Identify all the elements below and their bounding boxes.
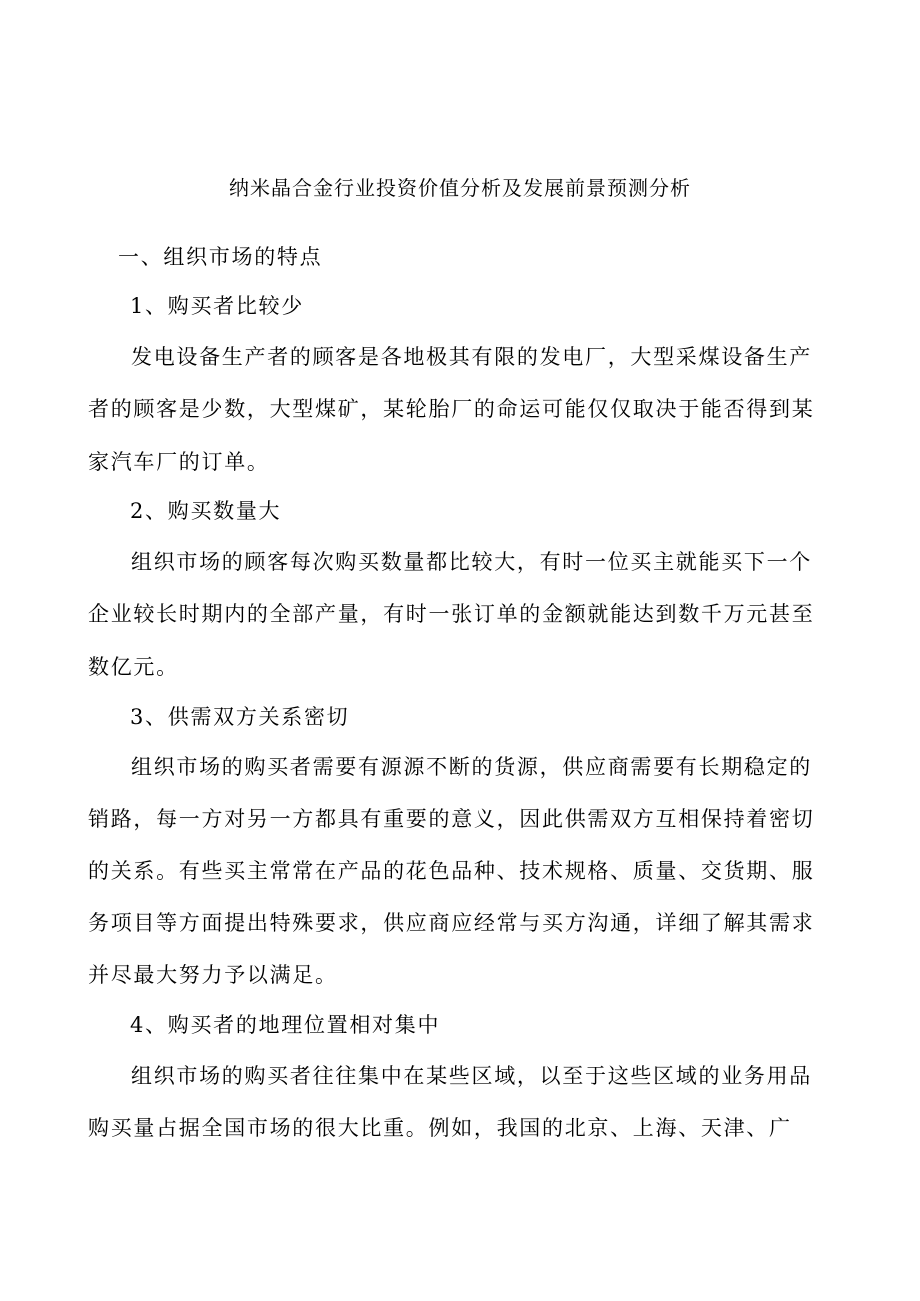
item-1-heading: 1、购买者比较少: [130, 294, 304, 318]
document-title: 纳米晶合金行业投资价值分析及发展前景预测分析: [229, 176, 691, 200]
section-heading: 一、组织市场的特点: [118, 245, 323, 269]
item-2-paragraph-line-1: 组织市场的顾客每次购买数量都比较大，有时一位买主就能买下一个: [131, 550, 812, 574]
item-2-paragraph-line-3: 数亿元。: [88, 655, 179, 679]
item-3-heading: 3、供需双方关系密切: [130, 705, 350, 729]
item-2-paragraph-line-2: 企业较长时期内的全部产量，有时一张订单的金额就能达到数千万元甚至: [88, 602, 815, 626]
item-4-heading: 4、购买者的地理位置相对集中: [130, 1013, 441, 1037]
item-1-paragraph-line-2: 者的顾客是少数，大型煤矿，某轮胎厂的命运可能仅仅取决于能否得到某: [88, 397, 815, 421]
item-1-paragraph-line-1: 发电设备生产者的顾客是各地极其有限的发电厂，大型采煤设备生产: [131, 345, 812, 369]
item-3-paragraph-line-3: 的关系。有些买主常常在产品的花色品种、技术规格、质量、交货期、服: [88, 859, 815, 883]
item-2-heading: 2、购买数量大: [130, 499, 282, 523]
item-3-paragraph-line-4: 务项目等方面提出特殊要求，供应商应经常与买方沟通，详细了解其需求: [88, 911, 815, 935]
item-4-paragraph-line-2: 购买量占据全国市场的很大比重。例如，我国的北京、上海、天津、广: [88, 1116, 792, 1140]
item-3-paragraph-line-2: 销路，每一方对另一方都具有重要的意义，因此供需双方互相保持着密切: [88, 807, 815, 831]
item-3-paragraph-line-1: 组织市场的购买者需要有源源不断的货源，供应商需要有长期稳定的: [131, 755, 812, 779]
item-3-paragraph-line-5: 并尽最大努力予以满足。: [88, 963, 338, 987]
item-4-paragraph-line-1: 组织市场的购买者往往集中在某些区域，以至于这些区域的业务用品: [131, 1064, 812, 1088]
item-1-paragraph-line-3: 家汽车厂的订单。: [88, 450, 270, 474]
